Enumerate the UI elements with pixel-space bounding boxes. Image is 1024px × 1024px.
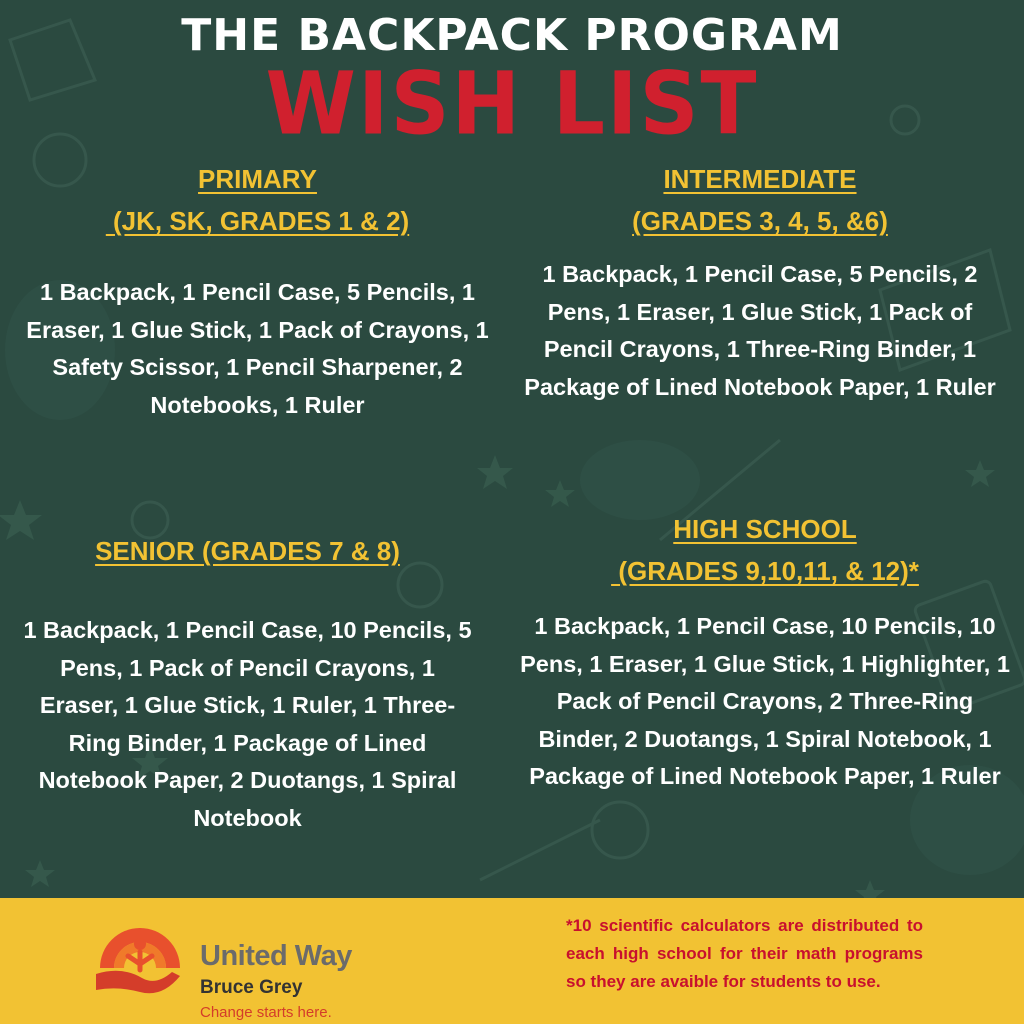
calculator-footnote: *10 scientific calculators are distributed to each high school for their math programs so they are avaible for students to use. xyxy=(566,916,923,991)
primary-heading-line1: PRIMARY xyxy=(198,164,317,194)
intermediate-items: 1 Backpack, 1 Pencil Case, 5 Pencils, 2 Pens, 1 Eraser, 1 Glue Stick, 1 Pack of Pencil Crayons, 1 Three-Ring Binder, 1 Package of Lined Notebook Paper, 1 Ruler xyxy=(524,261,996,400)
logo-tagline: Change starts here. xyxy=(200,1004,332,1021)
logo-region: Bruce Grey xyxy=(200,977,303,998)
intermediate-heading xyxy=(520,158,1000,242)
primary-items: 1 Backpack, 1 Pencil Case, 5 Pencils, 1 Eraser, 1 Glue Stick, 1 Pack of Crayons, 1 Safety Scissor, 1 Pencil Sharpener, 2 Notebooks, 1 Ruler xyxy=(26,279,489,418)
senior-section xyxy=(20,530,475,837)
high-school-section xyxy=(515,508,1015,796)
primary-section xyxy=(20,158,495,424)
intermediate-section xyxy=(520,158,1000,406)
senior-heading-line1: SENIOR (GRADES 7 & 8) xyxy=(95,536,400,566)
intermediate-heading-line1: INTERMEDIATE xyxy=(663,164,857,194)
united-way-logo-icon xyxy=(92,908,187,998)
high-school-heading-line2: (GRADES 9,10,11, & 12)* xyxy=(611,556,919,586)
primary-heading xyxy=(20,158,495,242)
primary-heading-line2: (JK, SK, GRADES 1 & 2) xyxy=(105,206,410,236)
logo-name: United Way xyxy=(200,940,352,972)
high-school-items: 1 Backpack, 1 Pencil Case, 10 Pencils, 10 Pens, 1 Eraser, 1 Glue Stick, 1 Highlighter, 1 Pack of Pencil Crayons, 2 Three-Ring Binder, 2 Duotangs, 1 Spiral Notebook, 1 Package of Lined Notebook Paper, 1 Ruler xyxy=(520,613,1010,789)
wish-list-title: WISH LIST xyxy=(265,54,759,155)
program-title: THE BACKPACK PROGRAM xyxy=(181,10,843,61)
high-school-heading-line1: HIGH SCHOOL xyxy=(673,514,857,544)
intermediate-heading-line2: (GRADES 3, 4, 5, &6) xyxy=(632,206,888,236)
senior-items: 1 Backpack, 1 Pencil Case, 10 Pencils, 5 Pens, 1 Pack of Pencil Crayons, 1 Eraser, 1 Glue Stick, 1 Ruler, 1 Three-Ring Binder, 1 Package of Lined Notebook Paper, 2 Duotangs, 1 Spiral Notebook xyxy=(23,617,472,831)
high-school-heading xyxy=(515,508,1015,592)
senior-heading xyxy=(20,530,475,572)
